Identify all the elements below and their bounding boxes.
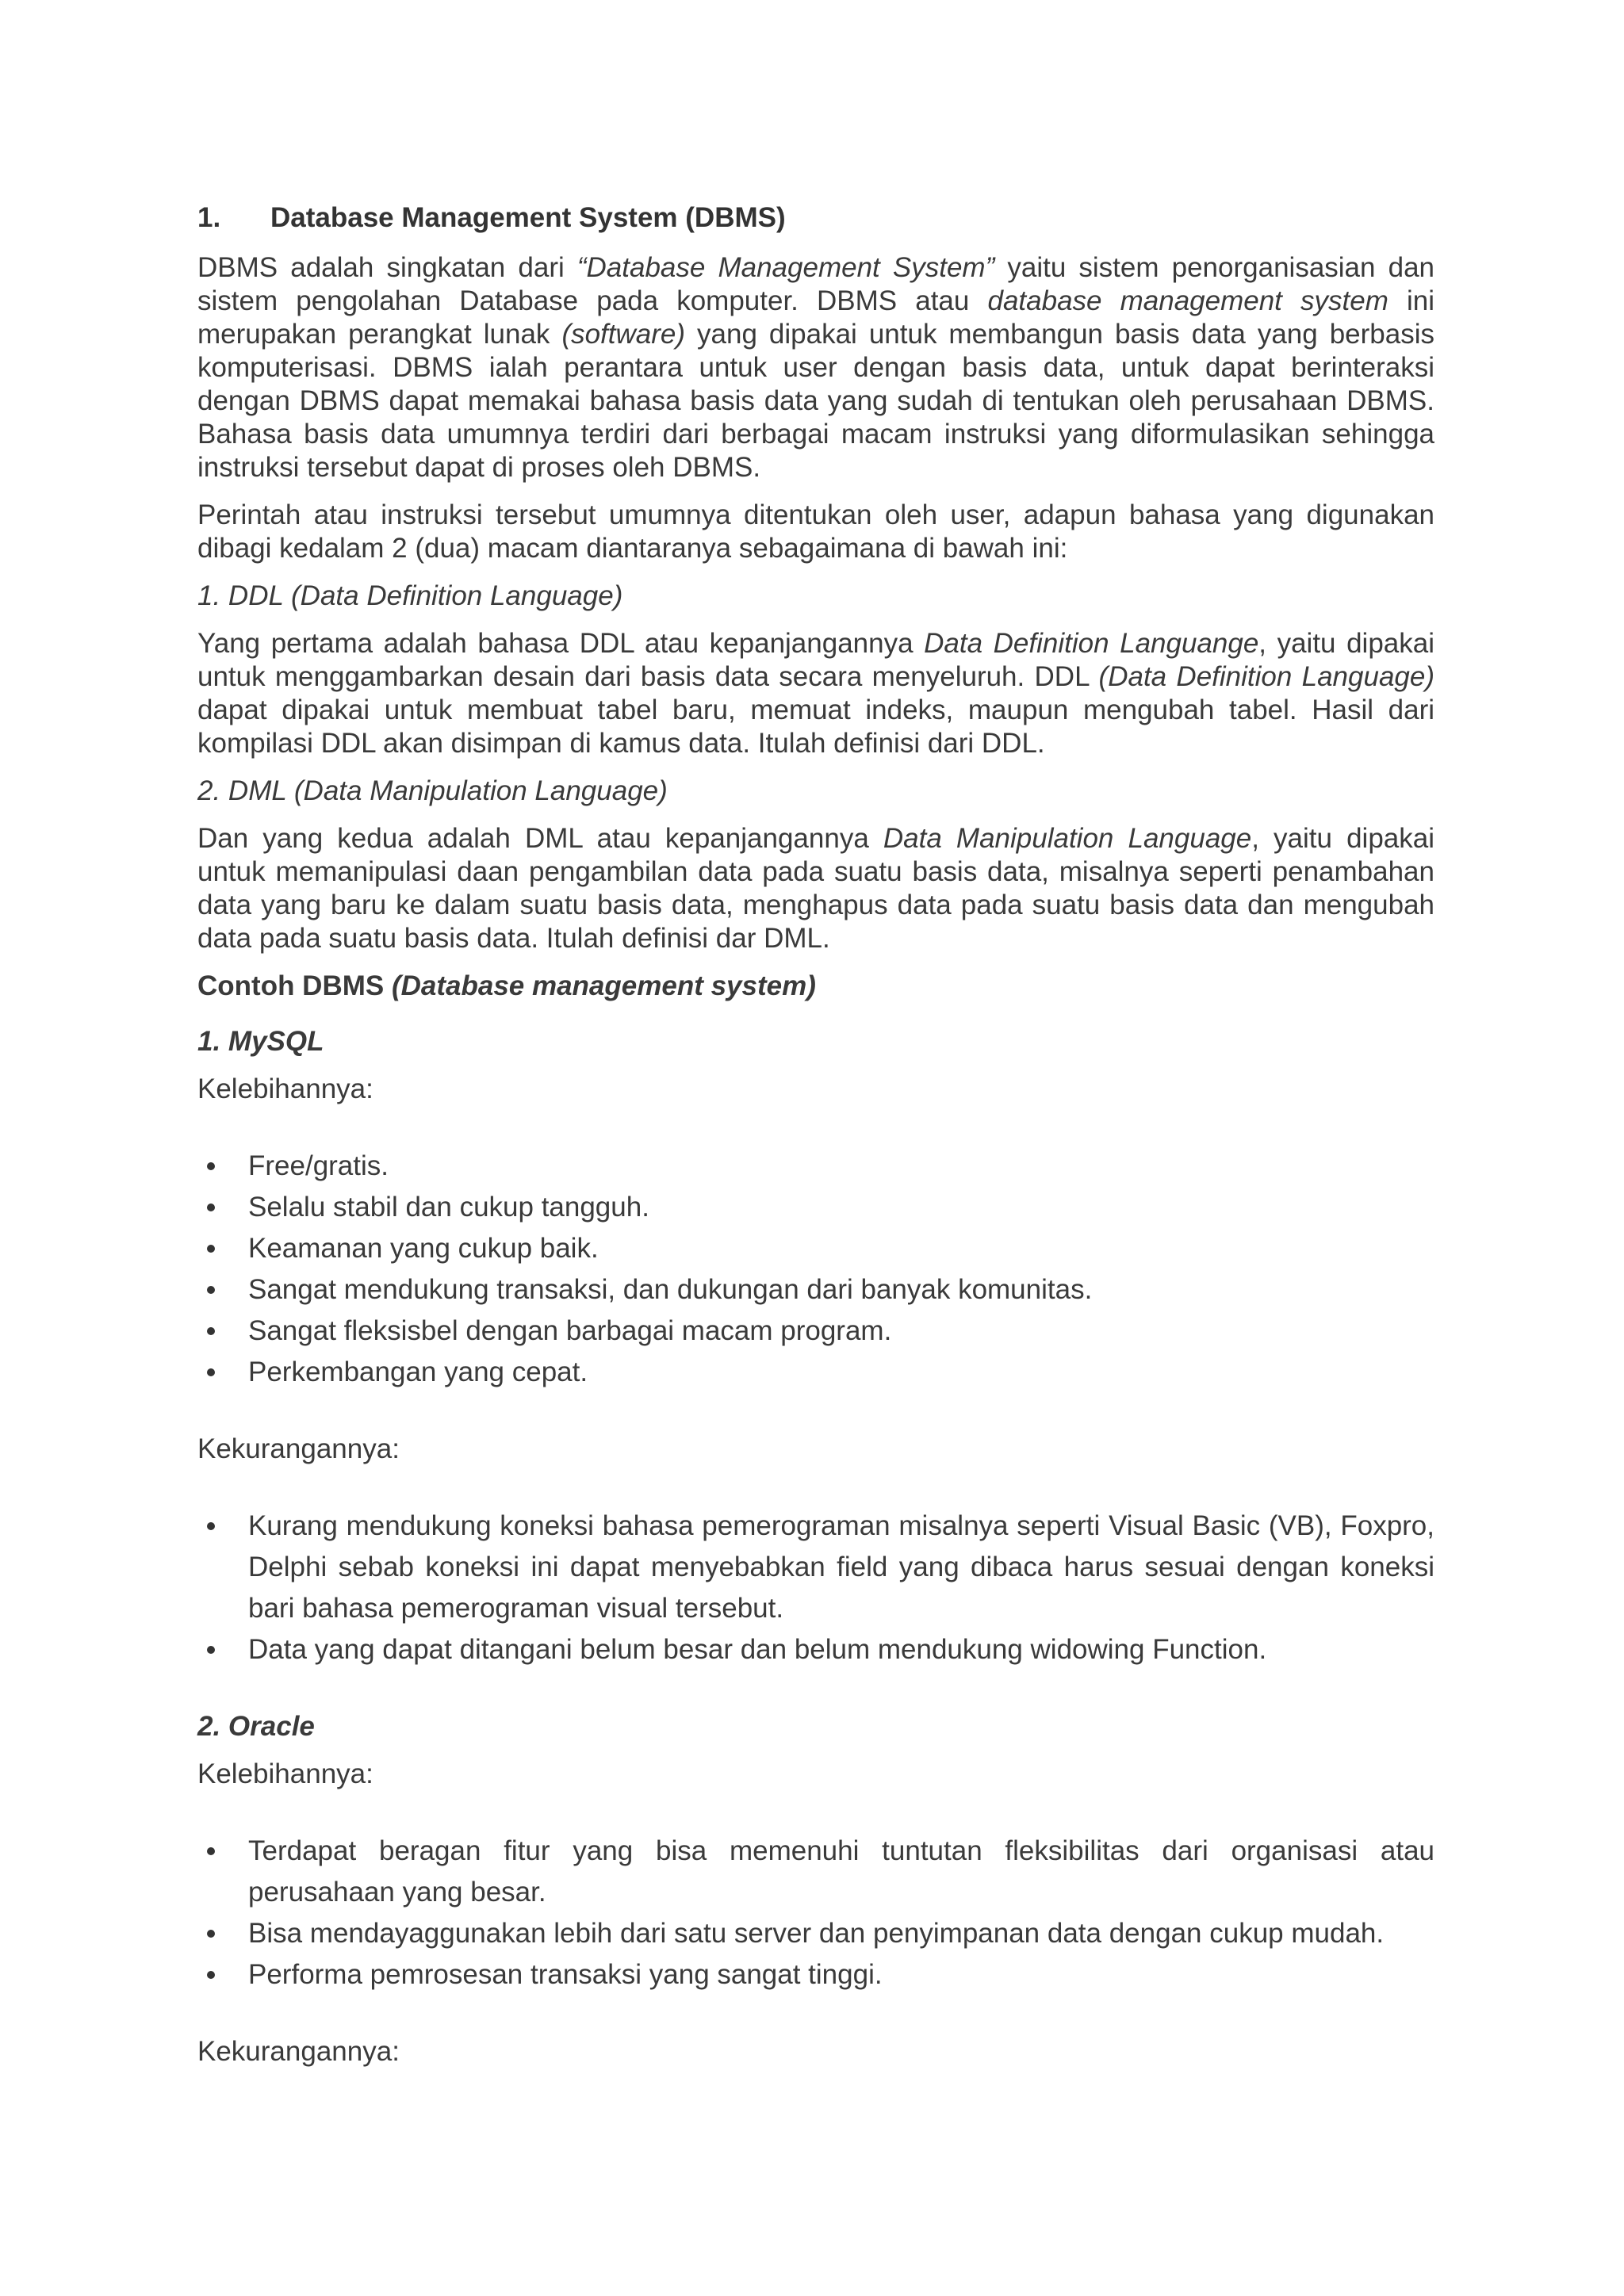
list-item (197, 1954, 1434, 1996)
bullet-icon (207, 1522, 215, 1530)
text-run: Yang pertama adalah bahasa DDL atau kepanjangannya (197, 628, 925, 659)
mysql-heading: 1. MySQL (197, 1026, 324, 1057)
list-item (197, 1831, 1434, 1913)
text-run-italic: database management system (987, 285, 1388, 316)
section-heading (197, 201, 1434, 235)
bullet-icon (207, 1930, 215, 1938)
bullet-icon (207, 1847, 215, 1855)
bullet-icon (207, 1646, 215, 1654)
text-run-italic: (software) (561, 319, 686, 350)
text-run-italic: “Database Management System” (576, 252, 995, 283)
text-run-bold: Contoh DBMS (197, 970, 392, 1001)
list-item (197, 1311, 1434, 1352)
section-title: Database Management System (DBMS) (270, 202, 786, 233)
oracle-pros-list (197, 1831, 1434, 1996)
document-page (197, 201, 1434, 2108)
mysql-cons-label: Kekurangannya: (197, 1433, 400, 1464)
dml-subheading: 2. DML (Data Manipulation Language) (197, 775, 668, 806)
oracle-heading: 2. Oracle (197, 1711, 315, 1742)
list-item (197, 1506, 1434, 1629)
section-number: 1. (197, 202, 221, 233)
mysql-cons-list (197, 1506, 1434, 1670)
text-run: ini merupakan perangkat lunak (197, 285, 1434, 350)
list-item (197, 1146, 1434, 1187)
contoh-dbms-heading (197, 970, 1434, 1003)
mysql-pros-list (197, 1146, 1434, 1393)
text-run: yaitu sistem penorganisasian dan sistem pengolahan Database pada komputer. DBMS atau (197, 252, 1434, 316)
list-item-text: Selalu stabil dan cukup tangguh. (248, 1192, 649, 1223)
list-item (197, 1352, 1434, 1393)
text-run-italic: Data Definition Languange (924, 628, 1259, 659)
list-item-text: Sangat mendukung transaksi, dan dukungan dari banyak komunitas. (248, 1274, 1093, 1305)
list-item (197, 1187, 1434, 1228)
bullet-icon (207, 1162, 215, 1170)
text-run: DBMS adalah singkatan dari (197, 252, 577, 283)
mysql-pros-label: Kelebihannya: (197, 1073, 373, 1104)
text-run-italic: Data Manipulation Language (883, 823, 1252, 854)
list-item-text: Perkembangan yang cepat. (248, 1357, 588, 1387)
bullet-icon (207, 1971, 215, 1979)
bullet-icon (207, 1327, 215, 1335)
list-item-text: Bisa mendayaggunakan lebih dari satu server dan penyimpanan data dengan cukup mudah. (248, 1918, 1385, 1949)
list-item (197, 1629, 1434, 1670)
list-item-text: Kurang mendukung koneksi bahasa pemerograman misalnya seperti Visual Basic (VB), Foxpro, Delphi sebab koneksi ini dapat menyebabkan field yang dibaca harus sesuai dengan koneksi bari bahasa pemerograman visual tersebut. (248, 1510, 1434, 1624)
text-run: dapat dipakai untuk membuat tabel baru, memuat indeks, maupun mengubah tabel. Hasil dari kompilasi DDL akan disimpan di kamus data. Itulah definisi dari DDL. (197, 695, 1434, 759)
text-run: Dan yang kedua adalah DML atau kepanjangannya (197, 823, 883, 854)
text-run: , yaitu dipakai untuk menggambarkan desain dari basis data secara menyeluruh. DDL (197, 628, 1434, 692)
dml-paragraph (197, 822, 1434, 955)
oracle-pros-label: Kelebihannya: (197, 1758, 373, 1789)
ddl-paragraph (197, 627, 1434, 760)
instruction-paragraph: Perintah atau instruksi tersebut umumnya ditentukan oleh user, adapun bahasa yang digunakan dibagi kedalam 2 (dua) macam diantaranya sebagaimana di bawah ini: (197, 499, 1434, 564)
list-item-text: Terdapat beragan fitur yang bisa memenuhi tuntutan fleksibilitas dari organisasi atau perusahaan yang besar. (248, 1835, 1434, 1908)
list-item (197, 1269, 1434, 1311)
bullet-icon (207, 1203, 215, 1211)
dbms-definition-paragraph (197, 251, 1434, 484)
text-run: , yaitu dipakai untuk memanipulasi daan pengambilan data pada suatu basis data, misalnya seperti penambahan data yang baru ke dalam suatu basis data, menghapus data pada suatu basis data dan mengubah data pada suatu basis data. Itulah definisi dar DML. (197, 823, 1434, 954)
list-item-text: Free/gratis. (248, 1150, 389, 1181)
ddl-subheading: 1. DDL (Data Definition Language) (197, 580, 623, 611)
text-run-bold-italic: (Database management system) (391, 970, 816, 1001)
list-item-text: Keamanan yang cukup baik. (248, 1233, 599, 1264)
bullet-icon (207, 1245, 215, 1253)
list-item-text: Data yang dapat ditangani belum besar dan belum mendukung widowing Function. (248, 1634, 1267, 1665)
bullet-icon (207, 1368, 215, 1376)
oracle-cons-label: Kekurangannya: (197, 2036, 400, 2067)
bullet-icon (207, 1286, 215, 1294)
list-item (197, 1913, 1434, 1954)
list-item-text: Sangat fleksisbel dengan barbagai macam program. (248, 1315, 892, 1346)
text-run: yang dipakai untuk membangun basis data yang berbasis komputerisasi. DBMS ialah perantara untuk user dengan basis data, untuk dapat berinteraksi dengan DBMS dapat memakai bahasa basis data yang sudah di tentukan oleh perusahaan DBMS. Bahasa basis data umumnya terdiri dari berbagai macam instruksi yang diformulasikan sehingga instruksi tersebut dapat di proses oleh DBMS. (197, 319, 1434, 483)
text-run-italic: (Data Definition Language) (1098, 661, 1434, 692)
list-item (197, 1228, 1434, 1269)
list-item-text: Performa pemrosesan transaksi yang sangat tinggi. (248, 1959, 883, 1990)
